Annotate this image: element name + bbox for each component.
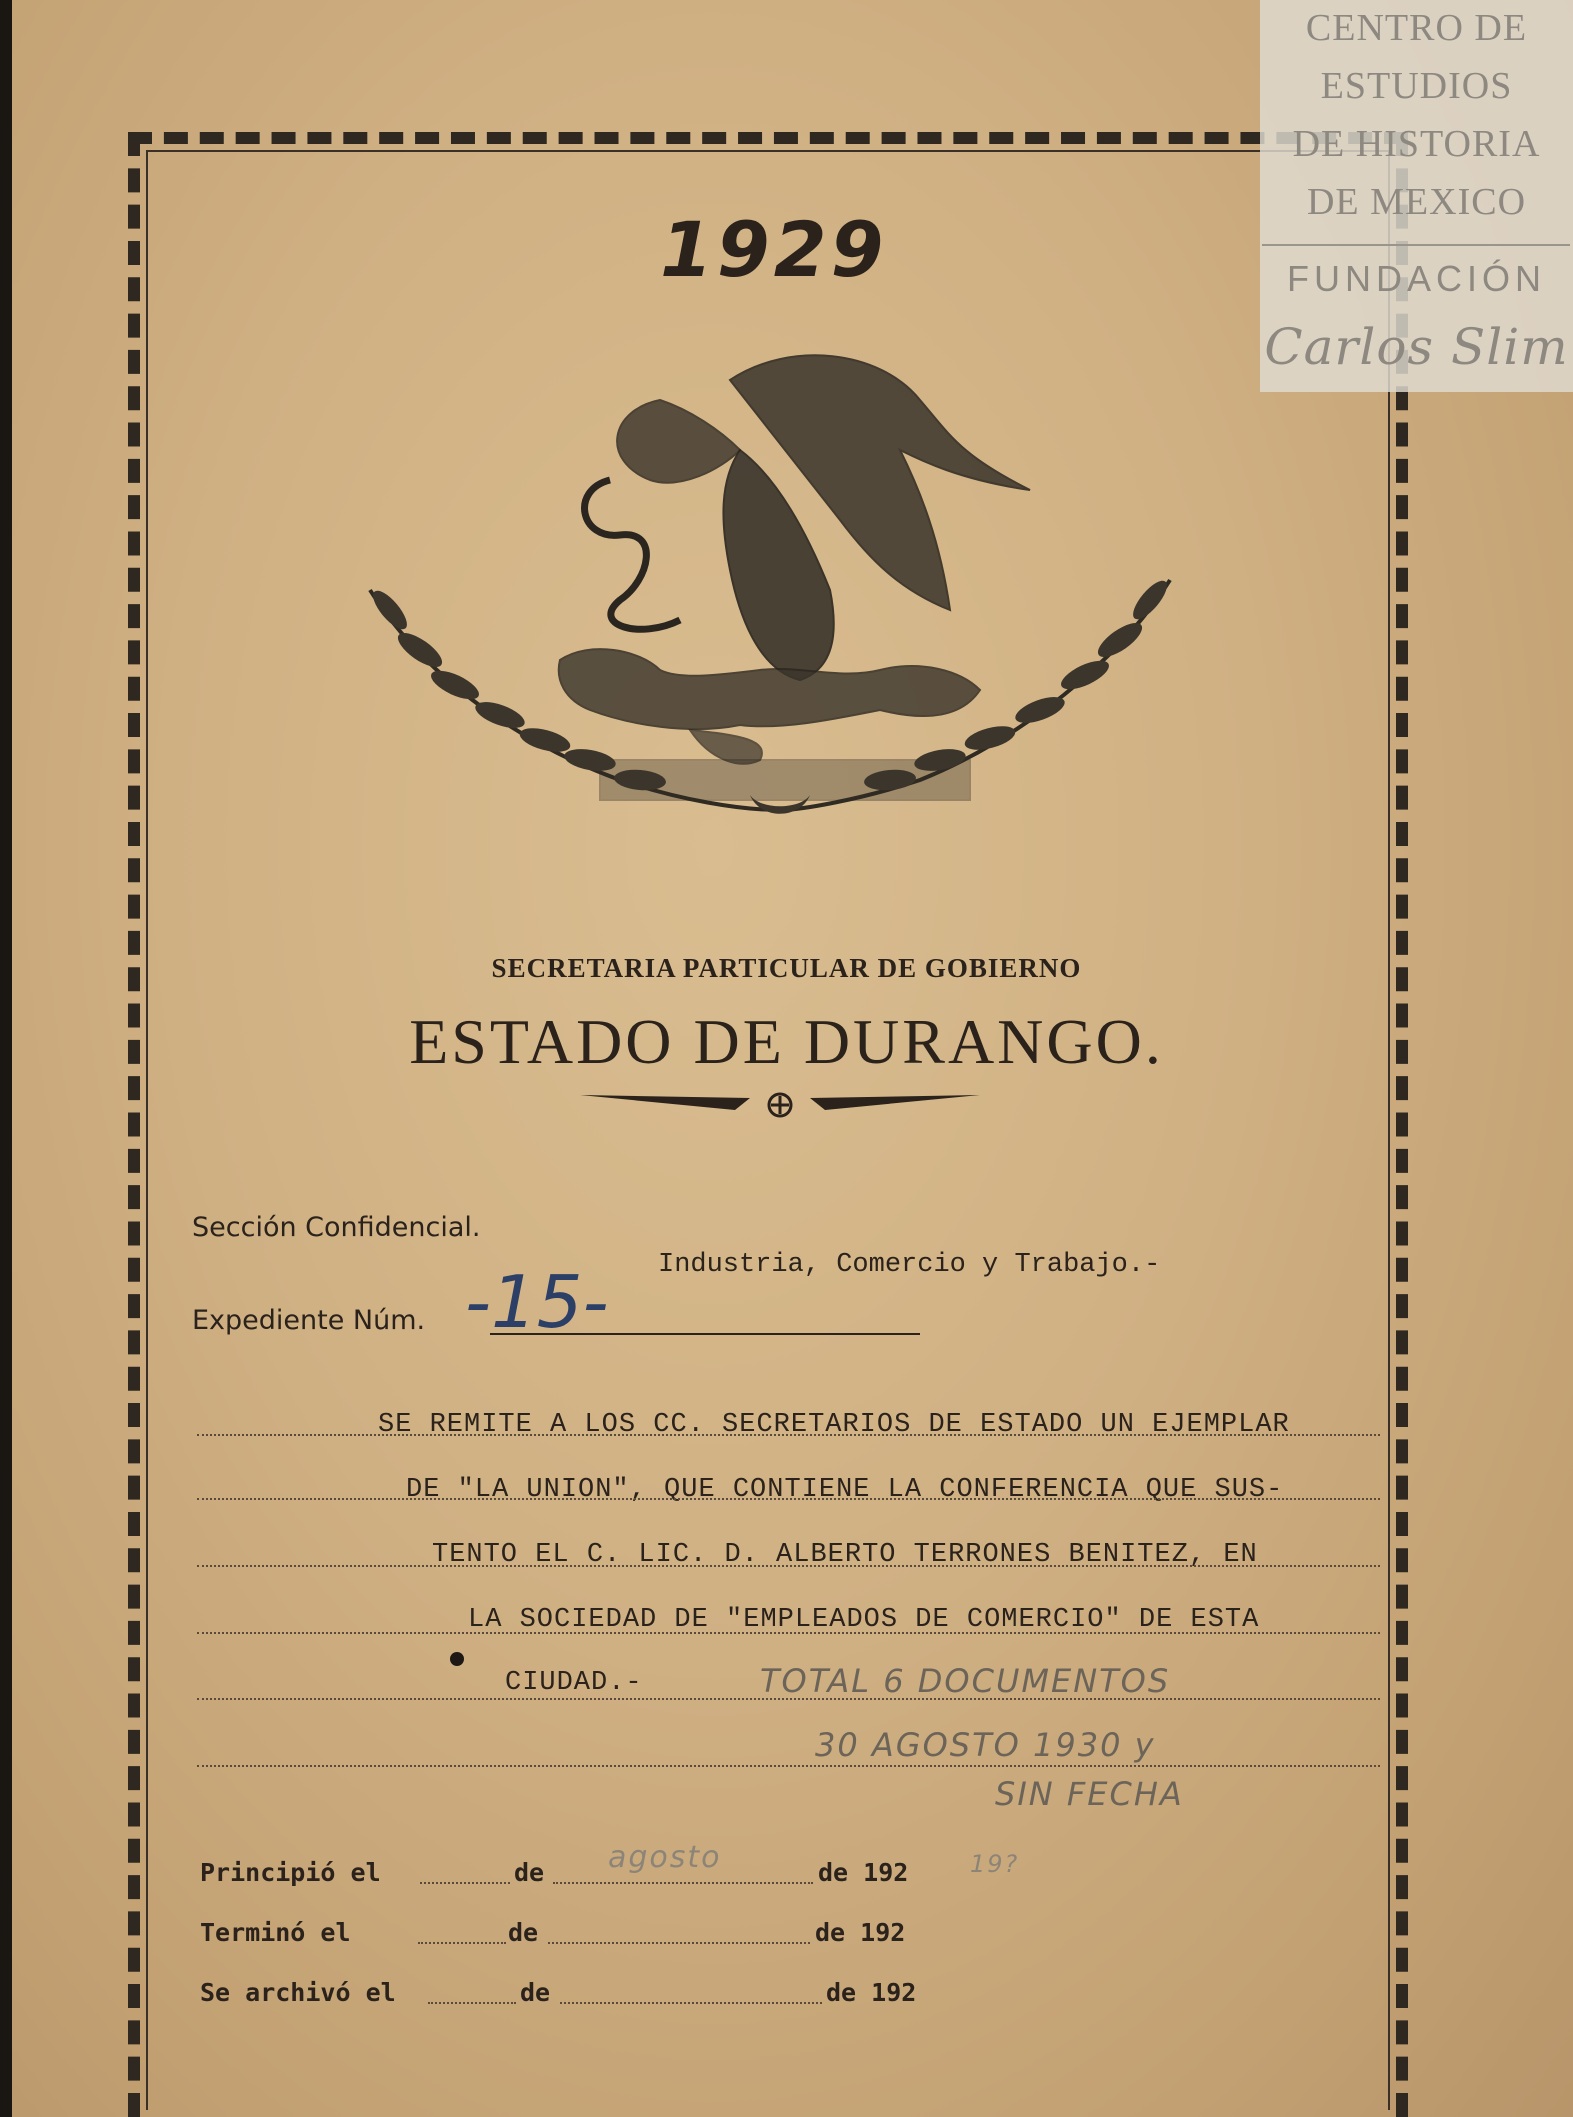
body-line: TENTO EL C. LIC. D. ALBERTO TERRONES BENITEZ, EN [432,1540,1258,1570]
document-title: ESTADO DE DURANGO. [409,1006,1164,1077]
section-label: Sección Confidencial. [192,1212,481,1243]
ink-dot [450,1652,464,1666]
watermark-line: DE MEXICO [1306,181,1527,223]
footer-label-start: Principió el [200,1858,381,1887]
footer-year-prefix: de 192 [818,1858,909,1887]
footer-de: de [514,1858,545,1887]
footer-label-end: Terminó el [200,1918,351,1947]
body-line: SE REMITE A LOS CC. SECRETARIOS DE ESTADO UN EJEMPLAR [378,1410,1290,1440]
footer-month-line [560,2002,822,2004]
body-line: LA SOCIEDAD DE "EMPLEADOS DE COMERCIO" DE ESTA [468,1605,1260,1635]
footer-day-line [420,1882,510,1884]
divider-ornament-icon [580,1080,980,1130]
expediente-underline [490,1333,920,1335]
dotted-rule [197,1565,1380,1567]
footer-de: de [520,1978,551,2007]
handwritten-note: 30 AGOSTO 1930 y [815,1726,1156,1764]
footer-month-line [548,1942,810,1944]
handwritten-note: TOTAL 6 DOCUMENTOS [760,1662,1171,1700]
body-line: CIUDAD.- [505,1668,643,1698]
expediente-topic: Industria, Comercio y Trabajo.- [658,1250,1161,1280]
footer-day-line [418,1942,506,1944]
handwritten-note: SIN FECHA [995,1775,1184,1813]
dotted-rule [197,1632,1380,1634]
footer-year-prefix: de 192 [826,1978,917,2007]
footer-label-archived: Se archivó el [200,1978,396,2007]
footer-month-line [553,1882,813,1884]
footer-de: de [508,1918,539,1947]
footer-month-value: agosto [608,1840,722,1875]
watermark-divider [1262,244,1570,246]
footer-year-prefix: de 192 [815,1918,906,1947]
watermark-line: CENTRO DE [1305,7,1528,49]
footer-year-value: 19? [970,1850,1020,1878]
watermark-line: DE HISTORIA [1292,123,1541,165]
body-line: DE "LA UNION", QUE CONTIENE LA CONFERENCIA QUE SUS- [406,1475,1284,1505]
eagle-crest-icon [360,340,1180,900]
watermark-foundation: FUNDACIÓN [1287,258,1546,299]
expediente-number: -15- [465,1260,609,1344]
watermark-signature: Carlos Slim [1264,318,1569,376]
footer-day-line [428,2002,516,2004]
dotted-rule [197,1498,1380,1500]
watermark-line: ESTUDIOS [1320,65,1513,107]
document-subtitle: SECRETARIA PARTICULAR DE GOBIERNO [491,953,1082,983]
dotted-rule [197,1434,1380,1436]
dotted-rule [197,1765,1380,1767]
document-year: 1929 [660,205,888,294]
expediente-label: Expediente Núm. [192,1305,426,1336]
